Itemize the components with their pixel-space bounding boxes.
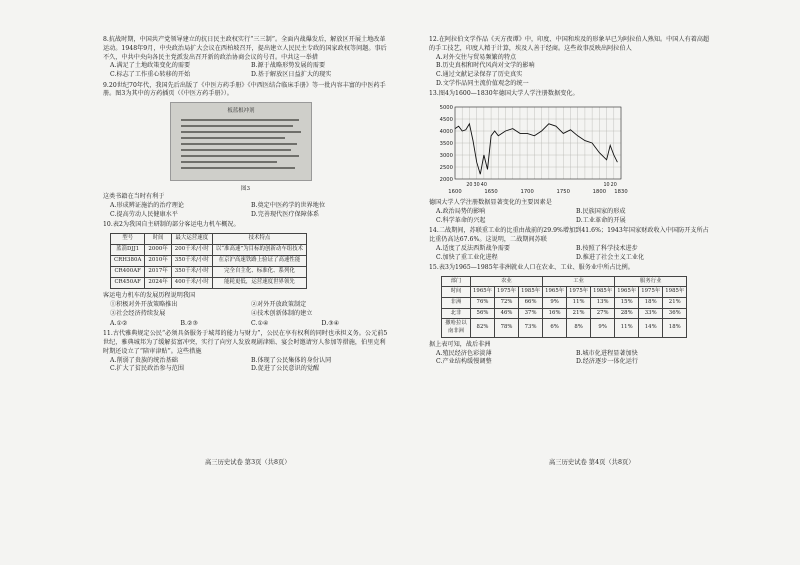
image-title: 板蓝根冲剂 <box>227 108 255 115</box>
x-minor-tick-label: 20 <box>466 183 473 189</box>
series-line <box>455 124 617 174</box>
page-footer-left: 高三历史试卷 第3页（共8页） <box>205 459 291 466</box>
table-cell: 15% <box>615 298 639 309</box>
table-cell: 6% <box>543 319 567 337</box>
question-stem: 8.抗战时期，中国共产党领导建立的抗日民主政权实行“三三制”。全面内战爆发后，解放区开展土地改革运动。1948年9月，中央政治局扩大会议在西柏坡召开，提出建立人民民主专政的国家政权等问题。事后不久，中共中央向各民主党派发出召开新的政治协商会议的号召。中共这一举措 <box>103 36 387 61</box>
table-cell: 18% <box>639 298 663 309</box>
option-a[interactable]: A.形成辨证施治的治疗理论 <box>110 202 185 210</box>
table-cell: 200千米/小时 <box>171 245 212 256</box>
table-cell: 9% <box>591 319 615 337</box>
option-a[interactable]: A.削弱了贵族的统治基础 <box>110 356 178 364</box>
question-10 <box>103 221 388 328</box>
options <box>429 54 712 89</box>
option-c[interactable]: C.提高劳动人民健康水平 <box>110 211 178 219</box>
sub-option-4: ④技术创新体制的建立 <box>251 309 313 317</box>
table-cell: 1975年 <box>639 287 663 298</box>
x-tick-label: 1830 <box>614 189 628 194</box>
table-cell: 56% <box>471 308 495 319</box>
question-stem: 13.图4为1600—1830年德国大学人学注册数据变化。 <box>429 90 579 98</box>
table-cell: 能耗更低，运营速度世界领先 <box>212 278 306 289</box>
table-cell: 以“准高速”为目标的创新动车组技术 <box>212 245 306 256</box>
question-9 <box>103 82 388 220</box>
table-cell: 73% <box>519 319 543 337</box>
table-cell: 16% <box>543 308 567 319</box>
column-header: 农业 <box>471 276 543 287</box>
image-caption: 图3 <box>240 186 251 193</box>
question-13 <box>429 90 712 225</box>
question-14 <box>429 227 712 262</box>
x-tick-label: 1600 <box>448 189 462 194</box>
options <box>103 202 388 220</box>
table-cell: 21% <box>663 298 687 309</box>
y-tick-label: 2000 <box>439 177 453 184</box>
table-cell: 2024年 <box>145 278 171 289</box>
table-cell: 72% <box>495 298 519 309</box>
table-cell: 11% <box>567 298 591 309</box>
table-cell: 1965年 <box>543 287 567 298</box>
question-stem: 14.二战期间，苏联重工业的比重由战前的29.9%增加到41.6%；1943年国家财政收入中国防开支所占比重仍高达67.6%。这说明，二战期间苏联 <box>429 227 709 243</box>
table-cell: 400千米/小时 <box>171 278 212 289</box>
table-row <box>111 267 307 278</box>
table-cell: CR450AF <box>111 278 145 289</box>
table-cell: 蓝箭DJJ1 <box>111 245 145 256</box>
options <box>429 245 712 263</box>
y-tick-label: 4500 <box>439 117 453 124</box>
table-row <box>111 245 307 256</box>
options <box>429 350 712 368</box>
table-cell: 2017年 <box>145 267 171 278</box>
table-row <box>442 308 687 319</box>
x-tick-label: 1750 <box>556 189 570 194</box>
option-b[interactable]: B.体现了公民集体的身份认同 <box>251 356 332 364</box>
option-b[interactable]: B.源于战略形势发展的需要 <box>251 62 326 70</box>
option-c[interactable]: C.通过文献记录保存了历史真实 <box>436 71 523 79</box>
table-cell: 9% <box>543 298 567 309</box>
x-minor-tick-label: 40 <box>480 183 487 189</box>
options <box>103 62 388 80</box>
option-b[interactable]: B.按照了科学技术进步 <box>576 244 638 252</box>
table-cell: 1985年 <box>591 287 615 298</box>
option-b[interactable]: B.历史真相和时代风尚对文学的影响 <box>436 62 535 70</box>
y-tick-label: 4000 <box>439 129 453 136</box>
option-c[interactable]: C.扩大了贫民政治参与范围 <box>110 365 185 373</box>
table-row <box>111 278 307 289</box>
herbal-manual-image <box>170 102 312 181</box>
y-tick-label: 2500 <box>439 165 453 172</box>
option-b[interactable]: B.②③ <box>180 319 199 327</box>
sub-option-2: ②对外开放政策制定 <box>251 301 307 309</box>
table-cell: 在京沪高速铁路上验证了高速性能 <box>212 256 306 267</box>
column-header: 时间 <box>145 234 171 245</box>
table-row <box>111 256 307 267</box>
option-c[interactable]: C.科学革命的兴起 <box>436 216 486 224</box>
option-a[interactable]: A.殖民经济色彩淡薄 <box>436 349 492 357</box>
enrollment-chart <box>429 101 712 197</box>
table-cell: 350千米/小时 <box>171 256 212 267</box>
table-cell: 1975年 <box>495 287 519 298</box>
right-page <box>429 36 712 369</box>
table-cell: 11% <box>615 319 639 337</box>
option-d[interactable]: D.工业革命的开展 <box>576 216 626 224</box>
table-cell: 82% <box>471 319 495 337</box>
x-minor-tick-label: 10 <box>603 183 610 189</box>
table-cell: 13% <box>591 298 615 309</box>
table-cell: 36% <box>663 308 687 319</box>
table-cell: 撒哈拉以南非洲 <box>442 319 471 337</box>
table-cell: 78% <box>495 319 519 337</box>
column-header: 型号 <box>111 234 145 245</box>
option-a[interactable]: A.政治局势的影响 <box>436 207 486 215</box>
question-stem: 10.表2为我国自主研制的部分客运电力机车概况。 <box>103 221 240 229</box>
table-cell: 2010年 <box>145 256 171 267</box>
question-prompt: 客运电力机车的发展历程说明我国 <box>103 292 196 300</box>
y-tick-label: 3000 <box>439 153 453 160</box>
table-cell: 1975年 <box>567 287 591 298</box>
question-15 <box>429 264 712 367</box>
option-a[interactable]: A.适度了反法西斯战争需要 <box>436 244 511 252</box>
table-cell: 1965年 <box>615 287 639 298</box>
option-b[interactable]: B.民族国家的形成 <box>576 207 626 215</box>
table-cell: CRH380A <box>111 256 145 267</box>
options <box>103 357 388 375</box>
table-cell: 66% <box>519 298 543 309</box>
table-cell: 18% <box>663 319 687 337</box>
option-d[interactable]: D.促进了公民意识的觉醒 <box>251 365 320 373</box>
option-d[interactable]: D.③④ <box>321 319 340 327</box>
column-header: 服务行业 <box>615 276 687 287</box>
table-header-row <box>442 276 687 287</box>
x-tick-label: 1800 <box>592 189 607 194</box>
table-cell: 14% <box>639 319 663 337</box>
options <box>429 208 712 226</box>
table-cell: 北非 <box>442 308 471 319</box>
option-c[interactable]: C.产业结构缓慢调整 <box>436 358 492 366</box>
option-d[interactable]: D.基于解放区日益扩大的现实 <box>251 71 332 79</box>
options <box>103 320 388 329</box>
sub-option-3: ③社会经济持续发展 <box>110 309 166 317</box>
table-row <box>442 298 687 309</box>
table-cell: 8% <box>567 319 591 337</box>
x-minor-tick-label: 30 <box>473 183 480 189</box>
question-stem: 9.20世纪70年代，我国先后出版了《中医方药手册》《中西医结合临床手册》等一批内容丰富的中医药手册。图3为其中的方药插页（《中医方药手册》）。 <box>103 81 386 98</box>
table-cell: 28% <box>615 308 639 319</box>
table-cell: 33% <box>639 308 663 319</box>
question-stem: 12.在阿拉伯文学作品《天方夜谭》中，印度、中国和埃及的形象早已为阿拉伯人熟知。中国人有着高超的手工技艺，印度人精于计算，埃及人善于经商。这些故事反映出阿拉伯人 <box>429 36 710 52</box>
table-cell: CR400AF <box>111 267 145 278</box>
question-12 <box>429 36 712 89</box>
y-tick-label: 5000 <box>439 105 453 112</box>
option-a[interactable]: A.对外交往与贸易频繁的特点 <box>436 53 517 61</box>
question-prompt: 这类书籍在当时有利于 <box>103 193 165 201</box>
question-stem: 11.古代雅典规定公民“必须具备服务于城邦的能力与财力”，公民在享有权利的同时也承担义务。公元前5世纪，雅典城邦为了缓解贫富冲突，实行了向穷人发放观剧津贴、宴会时邀请穷人参加等措施，伯里克利时期还设立了“陪审津贴”。这些措施 <box>103 330 388 355</box>
question-8 <box>103 36 388 80</box>
column-header: 技术特点 <box>212 234 306 245</box>
table-cell: 76% <box>471 298 495 309</box>
question-prompt: 德国大学人学注册数据显著变化的主要因素是 <box>429 199 552 207</box>
page-footer-right: 高三历史试卷 第4页（共8页） <box>549 459 635 466</box>
table-header-row <box>111 234 307 245</box>
option-c[interactable]: C.加快了重工业化进程 <box>436 253 498 261</box>
table-cell: 1965年 <box>471 287 495 298</box>
option-d[interactable]: D.文学作品同主流价值观念的统一 <box>436 80 529 88</box>
employment-table <box>441 276 687 338</box>
enrollment-line-chart <box>429 101 629 193</box>
x-minor-tick-label: 20 <box>610 183 617 189</box>
sub-option-1: ①积极对外开放策略推出 <box>110 301 178 309</box>
x-tick-label: 1650 <box>484 189 498 194</box>
y-tick-label: 3500 <box>439 141 453 148</box>
option-a[interactable]: A.满足了土地政策变化的需要 <box>110 62 191 70</box>
option-a[interactable]: A.①② <box>110 319 128 327</box>
table-cell: 21% <box>567 308 591 319</box>
question-stem: 15.表3为1965—1985年非洲就业人口在农业、工业、服务业中所占比例。 <box>429 263 634 271</box>
option-b[interactable]: B.奠定中医药学的世界地位 <box>251 202 326 210</box>
column-header: 工业 <box>543 276 615 287</box>
table-cell: 37% <box>519 308 543 319</box>
question-prompt: 据上表可知，战后非洲 <box>429 340 491 348</box>
table-row <box>442 319 687 337</box>
table-cell: 时间 <box>442 287 471 298</box>
column-header: 部门 <box>442 276 471 287</box>
table-cell: 完全自主化、标准化、系列化 <box>212 267 306 278</box>
x-tick-label: 1700 <box>520 189 534 194</box>
sub-options <box>103 301 388 319</box>
option-d[interactable]: D.推进了社会主义工业化 <box>576 253 645 261</box>
option-b[interactable]: B.城市化进程显著加快 <box>576 349 638 357</box>
table-cell: 1985年 <box>663 287 687 298</box>
table-cell: 非洲 <box>442 298 471 309</box>
locomotive-table <box>110 233 307 289</box>
table-cell: 350千米/小时 <box>171 267 212 278</box>
option-d[interactable]: D.完善现代医疗保障体系 <box>251 211 320 219</box>
option-d[interactable]: D.经济逐步一体化运行 <box>576 358 638 366</box>
table-cell: 2000年 <box>145 245 171 256</box>
question-11 <box>103 330 388 374</box>
option-c[interactable]: C.标志了工作重心转移的开始 <box>110 71 191 79</box>
column-header: 最大运营速度 <box>171 234 212 245</box>
left-page <box>103 36 388 376</box>
option-c[interactable]: C.①④ <box>251 319 269 327</box>
table-cell: 1985年 <box>519 287 543 298</box>
table-cell: 27% <box>591 308 615 319</box>
table-cell: 46% <box>495 308 519 319</box>
table-year-row <box>442 287 687 298</box>
